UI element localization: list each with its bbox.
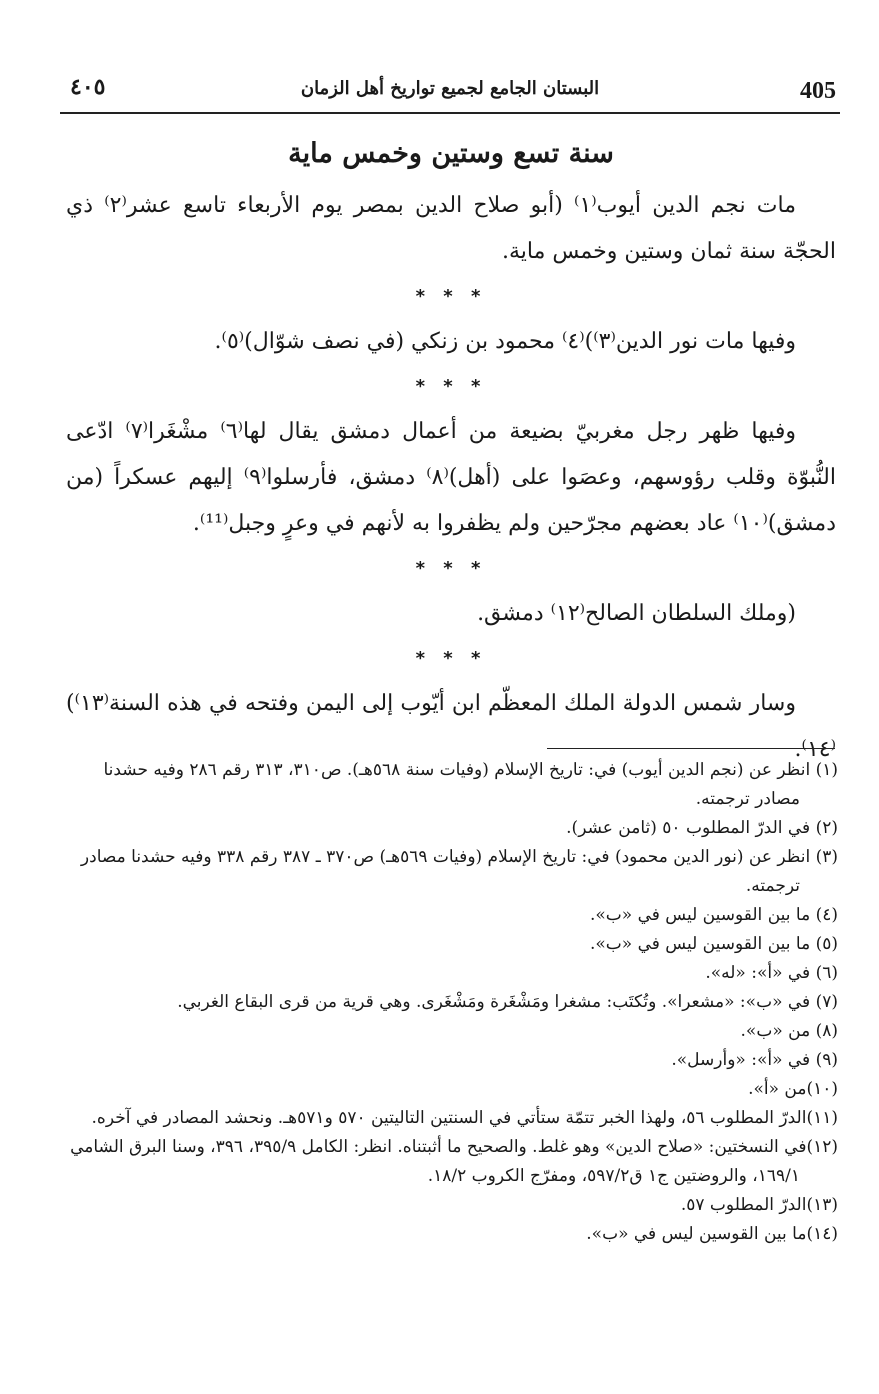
footnote: (٧) في «ب»: «مشعرا». وتُكتَب: مشغرا ومَشْغَرة ومَشْغَرى. وهي قرية من قرى البقاع الغربي. — [177, 992, 838, 1012]
paragraph: وفيها مات نور الدين⁽٣⁾)⁽٤⁾ محمود بن زنكي (في نصف شوّال)⁽٥⁾. — [214, 329, 796, 354]
footnote: (١٢)في النسختين: «صلاح الدين» وهو غلط. والصحيح ما أثبتناه. انظر: الكامل ٣٩٥/٩، ٣٩٦، وسنا البرق الشامي ١٦٩/١، والروضتين ج١ ق٥٩٧/٢، ومفرّج الكروب ١٨/٢. — [70, 1137, 838, 1186]
page-header — [60, 68, 840, 114]
footnote: (١٤)ما بين القوسين ليس في «ب». — [586, 1224, 838, 1244]
section-title: سنة تسع وستين وخمس ماية — [288, 138, 614, 169]
footnote: (٩) في «أ»: «وأرسل». — [671, 1050, 838, 1070]
footnotes — [62, 756, 838, 1249]
separator: * * * — [415, 648, 487, 669]
footnote: (٣) انظر عن (نور الدين محمود) في: تاريخ الإسلام (وفيات ٥٦٩هـ) ص٣٧٠ ـ ٣٨٧ رقم ٣٣٨ وفيه حشدنا مصادر ترجمته. — [80, 847, 838, 896]
footnote: (٦) في «أ»: «له». — [705, 963, 838, 983]
paragraph: وفيها ظهر رجل مغربيّ بضيعة من أعمال دمشق يقال لها⁽٦⁾ مشْغَرا⁽٧⁾ ادّعى النُّبوّة وقلب رؤوسهم، وعصَوا على (أهل)⁽٨⁾ دمشق، فأرسلوا⁽٩⁾ إليهم عسكراً (من دمشق)⁽١٠⁾ عاد بعضهم مجرّحين ولم يظفروا به لأنهم في وعرٍ وجبل⁽¹¹⁾. — [66, 419, 836, 536]
footnote: (١٠)من «أ». — [748, 1079, 838, 1099]
footnote: (١٣)الدرّ المطلوب ٥٧. — [680, 1195, 838, 1215]
footnote-divider — [547, 748, 835, 749]
paragraph: مات نجم الدين أيوب⁽١⁾ (أبو صلاح الدين بمصر يوم الأربعاء تاسع عشر⁽٢⁾ ذي الحجّة سنة ثمان وستين وخمس ماية. — [66, 193, 836, 264]
separator: * * * — [415, 376, 487, 397]
main-text — [66, 132, 836, 773]
footnote: (٨) من «ب». — [740, 1021, 838, 1041]
paragraph: (وملك السلطان الصالح⁽١٢⁾ دمشق. — [477, 601, 796, 626]
footnote: (٤) ما بين القوسين ليس في «ب». — [589, 905, 838, 925]
footnote: (٥) ما بين القوسين ليس في «ب». — [589, 934, 838, 954]
page-number-arabic: ٤٠٥ — [70, 74, 106, 100]
footnote: (١) انظر عن (نجم الدين أيوب) في: تاريخ الإسلام (وفيات سنة ٥٦٨هـ). ص٣١٠، ٣١٣ رقم ٢٨٦ وفيه حشدنا مصادر ترجمته. — [103, 760, 838, 809]
page-number-latin: 405 — [800, 78, 836, 104]
footnote: (١١)الدرّ المطلوب ٥٦، ولهذا الخبر تتمّة ستأتي في السنتين التاليتين ٥٧٠ و٥٧١هـ. ونحشد المصادر في آخره. — [91, 1108, 838, 1128]
running-title: البستان الجامع لجميع تواريخ أهل الزمان — [300, 78, 600, 99]
separator: * * * — [415, 286, 487, 307]
footnote: (٢) في الدرّ المطلوب ٥٠ (ثامن عشر). — [566, 818, 838, 838]
separator: * * * — [415, 558, 487, 579]
paragraph: وسار شمس الدولة الملك المعظّم ابن أيّوب إلى اليمن وفتحه في هذه السنة⁽١٣⁾)⁽١٤⁾. — [66, 691, 836, 762]
